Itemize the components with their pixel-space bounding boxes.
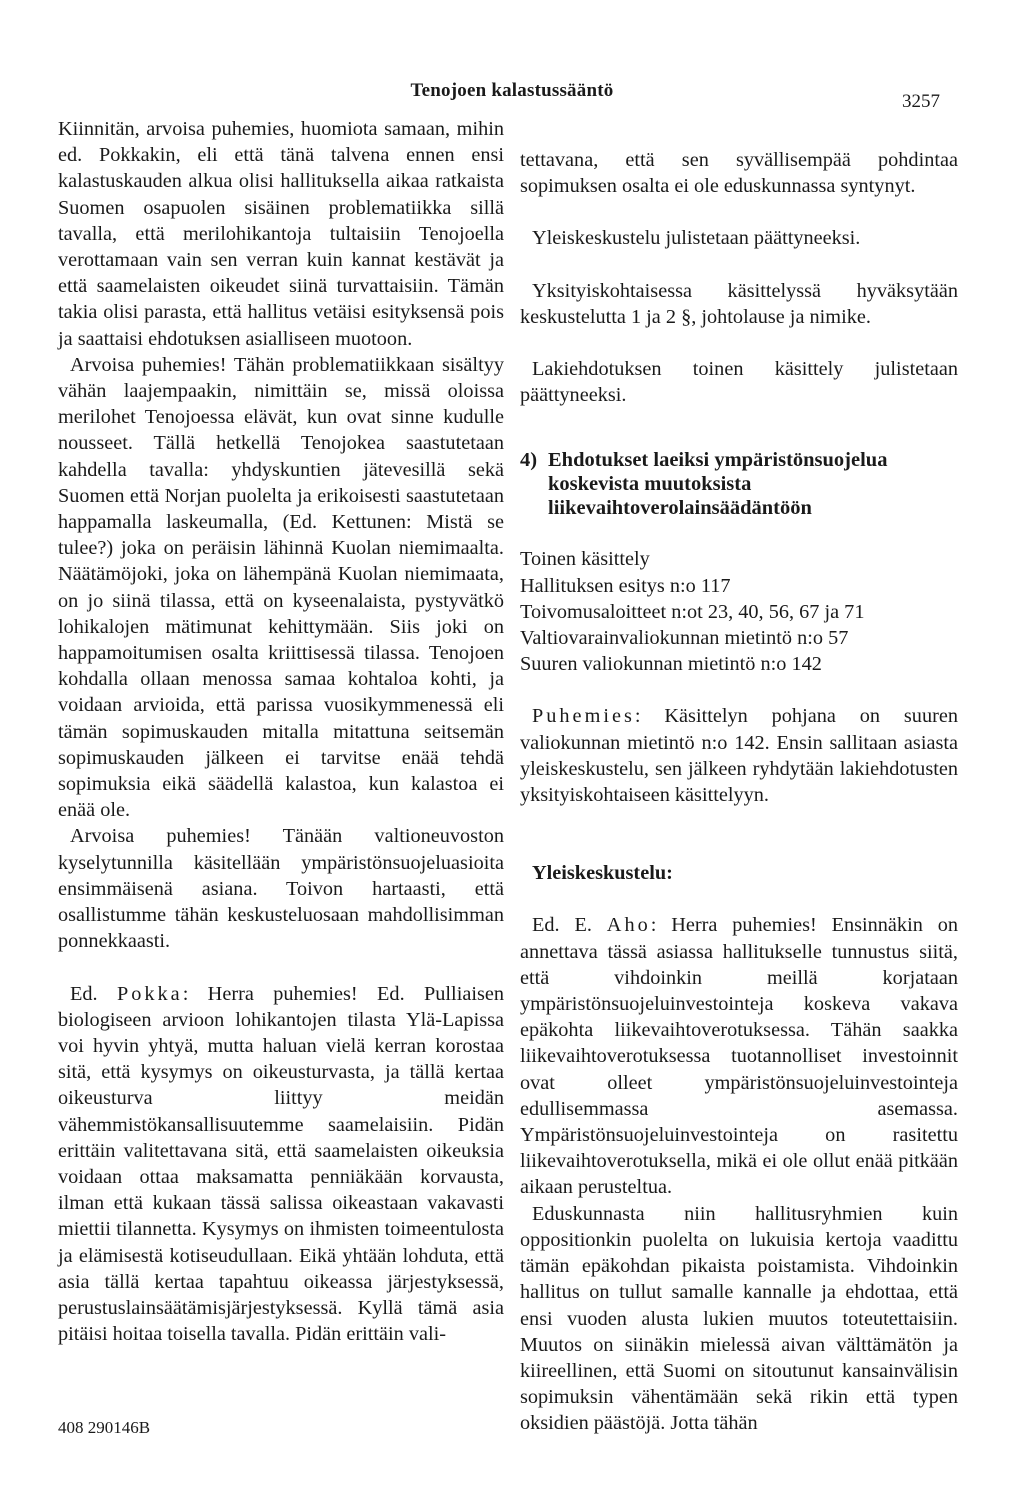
list-item: Toivomusaloitteet n:ot 23, 40, 56, 67 ja 71 <box>520 600 865 623</box>
list-item: Toinen käsittely <box>520 548 650 571</box>
right-column <box>520 147 958 1437</box>
speech-pokka <box>58 981 504 1348</box>
speaker-name: Aho <box>606 914 651 937</box>
subheading: Yleiskeskustelu: <box>532 862 673 885</box>
paragraph: Kiinnitän, arvoisa puhemies, huomiota samaan, mihin ed. Pokkakin, eli että tänä talvena ennen ensi kalastuskauden alkua olisi hallituksella aikaa ratkaista Suomen osapuolen sisäinen problematiikka sillä tavalla, että merilohikantoja tultaisiin Tenojoella verottamaan vain sen verran kuin kannat kestävät ja että saamelaisten oikeudet siinä turvattaisiin. Tämän takia olisi parasta, että hallitus vetäisi esityksensä pois ja saattaisi ehdotuksen asialliseen muotoon. <box>58 118 504 350</box>
speech-text: : Käsittelyn pohjana on suuren valiokunnan mietintö n:o 142. Ensin sallitaan asiasta yleiskeskustelu, sen jälkeen ryhdytään lakiehdotusten yksityiskohtaiseen käsittelyyn. <box>520 705 958 807</box>
speech-aho <box>520 912 958 1200</box>
speech-prefix: Ed. <box>70 982 98 1005</box>
paragraph: Eduskunnasta niin hallitusryhmien kuin oppositionkin puolelta on lukuisia kertoja vaadittu tämän epäkohdan pikaista poistamista. Vihdoinkin hallitus on tullut samalle kannalle ja ehdottaa, että ensi vuoden alusta lukien muutos toteutettaisiin. Muutos on siinäkin mielessä aivan välttämätön ja kiireellinen, että Suomi on sitoutunut kansainvälisin sopimuksin vähentämään sekä rikin että typen oksidien päästöjä. Jotta tähän <box>520 1202 958 1435</box>
list-item: Valtiovarainvaliokunnan mietintö n:o 57 <box>520 627 849 650</box>
paragraph: tettavana, että sen syvällisempää pohdintaa sopimuksen osalta ei ole eduskunnassa syntynyt. <box>520 149 958 198</box>
page-number: 3257 <box>902 91 940 112</box>
speaker-name: Puhemies <box>532 705 635 728</box>
speech-prefix: Ed. E. <box>532 914 592 937</box>
speech-text: : Herra puhemies! Ed. Pulliaisen biologiseen arvioon lohikantojen tilasta Ylä-Lapissa voi hyvin yhtyä, mutta haluan vielä kerran korostaa sitä, että kysymys on oikeusturvasta, ja tällä kertaa oikeusturva liittyy meidän vähemmistökansallisuutemme saamelaisiin. Pidän erittäin valitettavana sitä, että saamelaisten oikeuksia voidaan ottaa maksamatta penniäkään korvausta, ilman että kukaan tässä salissa oikeastaan vakavasti miettii tilannetta. Kysymys on ihmisten toimeentulosta ja elämisestä kotiseudullaan. Eikä yhtään lohduta, että asia tällä kertaa tapahtuu oikeassa järjestyksessä, perustuslainsäätämisjärjestyksessä. Kyllä tämä asia pitäisi hoitaa toisella tavalla. Pidän erittäin vali- <box>58 982 505 1346</box>
list-item: Suuren valiokunnan mietintö n:o 142 <box>520 653 822 676</box>
paragraph: Arvoisa puhemies! Tänään valtioneuvoston kyselytunnilla käsitellään ympäristönsuojeluasioita ensimmäisenä asiana. Toivon hartaasti, että osallistumme tähän keskusteluosaan mahdollisimman ponnekkaasti. <box>58 825 504 953</box>
section-heading <box>520 448 958 520</box>
left-column <box>58 116 504 1347</box>
paragraph: Yksityiskohtaisessa käsittelyssä hyväksytään keskustelutta 1 ja 2 §, johtolause ja nimike. <box>520 279 958 328</box>
speech-text: : Herra puhemies! Ensinnäkin on annettava tässä asiassa hallitukselle tunnustus siitä, että vihdoinkin meillä korjataan ympäristönsuojeluinvestointeja koskeva vakava epäkohta liikevaihtoverotuksessa. Tähän saakka liikevaihtoverotuksessa tuotannolliset investoinnit ovat olleet ympäristönsuojeluinvestointeja edullisemmassa asemassa. Ympäristönsuojeluinvestointeja on rasitettu liikevaihtoverotuksella, mikä ei ole ollut enää pitkään aikaan perusteltua. <box>520 914 958 1199</box>
section-number: 4) <box>520 449 538 472</box>
list-item: Hallituksen esitys n:o 117 <box>520 574 731 597</box>
speaker-name: Pokka <box>116 982 183 1005</box>
paragraph: Lakiehdotuksen toinen käsittely julistetaan päättyneeksi. <box>520 358 958 407</box>
paragraph: Arvoisa puhemies! Tähän problematiikkaan sisältyy vähän laajempaakin, nimittäin se, missä oloissa merilohet Tenojoessa elävät, kun ovat sinne kudulle nousseet. Tällä hetkellä Tenojokea saastutetaan kahdella tavalla: yhdyskuntien jätevesillä sekä Suomen että Norjan puolelta ja erikoisesti saastutetaan happamalla laskeumalla, (Ed. Kettunen: Mistä se tulee?) joka on peräisin lähinnä Kuolan niemimaalta. Näätämöjoki, joka on lähempänä Kuolan niemimaata, on jo siinä tilassa, että on kyseenalaista, pystyvätkö lohikalojen mätimunat kehittymään. Siis joki on happamoitumisen osalta kriittisessä tilassa. Tenojoen kohdalla ollaan menossa samaa kohtaloa kohti, ja voidaan arvioida, että parissa vuosikymmenessä eli tämän sopimuskauden mitalla mitattuna seitsemän sopimuskauden jälkeen ei tarvitse enää tehdä sopimuksia eikä säädellä kalastoa, kun kalastoa ei enää ole. <box>58 353 504 822</box>
running-title: Tenojoen kalastussääntö <box>410 80 614 101</box>
paragraph: Yleiskeskustelu julistetaan päättyneeksi. <box>532 227 861 250</box>
print-code: 408 290146B <box>58 1418 151 1437</box>
speech-puhemies <box>520 703 958 808</box>
document-list <box>520 546 958 677</box>
section-title: Ehdotukset laeiksi ympäristönsuojelua koskevista muutoksista liikevaihtoverolainsäädäntöön <box>548 449 888 520</box>
